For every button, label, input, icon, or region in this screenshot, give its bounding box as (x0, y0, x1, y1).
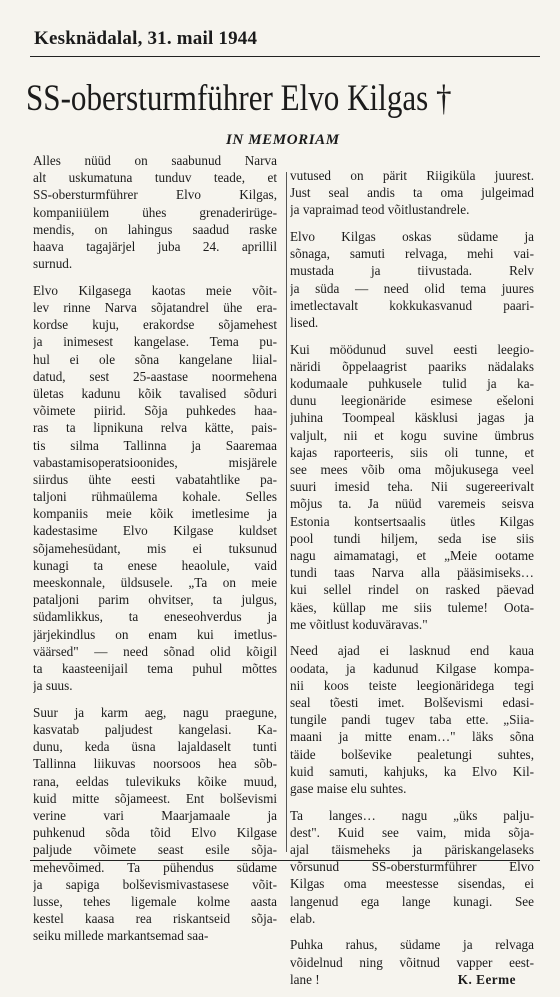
text-line: seal tõesti imet. Bolševismi edasi- (290, 694, 534, 710)
text-line: see mees võib oma mõjukusega veel (290, 462, 534, 477)
text-line: puhkenud sõda tõid Elvo Kilgase (33, 825, 277, 841)
text-line: Ta langes… nagu „üks palju- (290, 807, 534, 823)
text-line: Tallinna liikuvas noorsoos hea sõb- (33, 756, 277, 772)
text-line: näridi õppelaagrist paariks nädalaks (290, 358, 534, 374)
text-line: kasvatab paljudest kangelasi. Ka- (33, 722, 277, 737)
text-line: meeskonnale, üldsusele. „Ta on meie (33, 575, 277, 590)
text-line: ras ta lipnikuna relva kätte, pais- (33, 420, 277, 436)
text-line: SS-obersturmführer Elvo Kilgas, (33, 187, 277, 203)
text-line: ja sapiga bolševismivastasese võit- (33, 876, 277, 892)
text-line: kuid samuti, kahjuks, ka Elvo Kil- (290, 763, 534, 779)
text-line: lusse, tehes ligemale kolme aasta (33, 893, 277, 909)
text-line: väärsed" — need sõnad olid kõigil (33, 643, 277, 659)
paragraph (290, 642, 534, 797)
text-line: lised. (290, 315, 319, 330)
paragraph (290, 341, 534, 633)
text-line: kadestasime Elvo Kilgase kuldset (33, 523, 277, 539)
text-line: kuid mitte sõjameest. Ent bolševismi (33, 790, 277, 806)
bottom-rule (30, 860, 540, 861)
text-line: ja süda — need olid tema juures (290, 280, 534, 296)
text-line: võidelnud ning võitnud vapper eest- (290, 954, 534, 970)
paragraph (290, 167, 534, 219)
text-line: ületas kadunu kõik tavalised sõduri (33, 385, 277, 401)
paragraph (290, 807, 534, 927)
text-line: kompaniiülem ühes grenaderirüge- (33, 204, 277, 220)
paragraph (33, 282, 277, 695)
text-line: kajas raporteeris, siis oli tunne, et (290, 444, 534, 460)
text-line: kompaniis meie kõik imetlesime ja (33, 506, 277, 522)
text-line: kunagi ta enese heaolule, vaid (33, 557, 277, 573)
text-line: Puhka rahus, südame ja relvaga (290, 937, 534, 953)
text-line: tungile pandi tugev taba ette. „Siia- (290, 712, 534, 728)
text-line: hul ei ole sõna kangelane liial- (33, 351, 277, 367)
text-line: siirdus ühte eesti vabatahtlike pa- (33, 471, 277, 487)
text-line: sõnaga, samuti relvaga, mehi vai- (290, 246, 534, 262)
text-line: datud, sest 25-aastase noormehena (33, 368, 277, 384)
text-line: pool tundi hiljem, seda ise siis (290, 530, 534, 546)
text-line: alt uskumatuna tunduv teade, et (33, 170, 277, 186)
text-line: ta kaasteenijail tema puhul mõttes (33, 660, 277, 676)
author-signature: K. Eerme (457, 971, 516, 987)
text-line: Estonia kontsertsaalis ütles Kilgas (290, 513, 534, 529)
text-line: tundi taas Narva alla pääsimiseks… (290, 565, 534, 581)
text-line: Elvo Kilgasega kaotas meie võit- (33, 282, 277, 298)
column-divider (286, 172, 287, 852)
text-line: rana, eeldas tulevikuks kõike muud, (33, 773, 277, 789)
text-line: mendis, on lahingus saadud raske (33, 221, 277, 237)
text-line: dunu leegionäride esimese ešeloni (290, 393, 534, 409)
text-line-content: lane ! (290, 971, 320, 987)
paragraph (290, 936, 534, 988)
text-line: surnud. (33, 256, 73, 272)
text-line: paljude võimete seast esile sõja- (33, 842, 277, 858)
paragraph (33, 704, 277, 945)
paragraph (33, 152, 277, 272)
headline: SS-obersturmführer Elvo Kilgas † (26, 78, 452, 119)
text-line: lev rinne Narva sõjatandrel ühe era- (33, 300, 277, 315)
text-line: oodata, ja kadunud Kilgase kompa- (290, 660, 534, 676)
text-line: gase maise elu suhtes. (290, 780, 407, 796)
text-line: ja inimesest kangelase. Tema pu- (33, 334, 277, 350)
text-line: mõjus ta. Ja nüüd varemeis seisva (290, 496, 534, 512)
text-line: tis silma Tallinna ja Saaremaa (33, 437, 277, 453)
text-line: maani ja mitte enam…" läks sõna (290, 729, 534, 745)
text-line: sõjamehesüdant, mis ei tuksunud (33, 540, 277, 556)
text-line: südamlikkus, ta eneseohverdus ja (33, 609, 277, 625)
paragraph (290, 228, 534, 331)
text-line: langenud ega lange kunagi. See (290, 893, 534, 909)
text-line: me võitlust koduväravas." (290, 616, 428, 632)
text-line: võrsunud SS-obersturmführer Elvo (290, 859, 534, 875)
text-line: Need ajad ei lasknud end kaua (290, 643, 534, 659)
text-line: Kilgas oma meestesse sisendas, ei (290, 876, 534, 892)
text-line: taljoni rühmaülema kohale. Selles (33, 489, 277, 505)
top-rule (30, 56, 540, 57)
text-line: vutused on pärit Riigiküla juurest. (290, 168, 534, 183)
text-line: haava tagajärjel juba 24. aprillil (33, 238, 277, 254)
text-line: ja vapraimad teod võitlustandrele. (290, 202, 470, 218)
text-line: kui sellel rindel on rasked päevad (290, 582, 534, 598)
text-line: pataljoni parim ohvitser, ta julgus, (33, 592, 277, 608)
text-line (290, 971, 534, 988)
left-column (33, 152, 277, 954)
text-line: mehevõimed. Ta pühendus südame (33, 859, 277, 875)
text-line: käes, küllap me siis tuleme! Oota- (290, 599, 534, 615)
text-line: seiku millede markantsemad saa- (33, 928, 209, 944)
text-line: ajal täismeheks ja päriskangelaseks (290, 841, 534, 857)
text-line: täide bolševike pealetungi suhtes, (290, 746, 534, 762)
text-line: võimete piirid. Sõja puhkedes haa- (33, 403, 277, 419)
text-line: dunu, keda üsna lajaldaselt tunti (33, 739, 277, 755)
text-line: mustada ja tiivustada. Relv (290, 263, 534, 279)
text-line: valjult, nii et kogu suvine ümbrus (290, 427, 534, 443)
text-line: suuri imesid teha. Nii sugereerivalt (290, 479, 534, 495)
text-line: juhina Toompeal käsklusi jagas ja (290, 410, 534, 426)
dateline: Kesknädalal, 31. mail 1944 (34, 28, 258, 49)
text-line: nagu aimamatagi, et „Meie ootame (290, 547, 534, 563)
text-line: kodumaale puhkusele tulid ja ka- (290, 376, 534, 392)
text-line: kestel kaasa rea riskantseid sõja- (33, 911, 277, 927)
text-line: kordse kuju, erakordse sõjamehest (33, 317, 277, 333)
text-line: Suur ja karm aeg, nagu praegune, (33, 704, 277, 720)
text-line: imetlectavalt kokkukasvanud paari- (290, 297, 534, 313)
text-line: dest". Kuid see vaim, mida sõja- (290, 824, 534, 840)
text-line: verine vari Maarjamaale ja (33, 807, 277, 823)
text-line: Just seal andis ta oma julgeimad (290, 185, 534, 201)
text-line: Elvo Kilgas oskas südame ja (290, 229, 534, 245)
text-line: ja suus. (33, 678, 73, 694)
text-line: vabastamisoperatsioonides, misjärele (33, 454, 277, 470)
text-line: nii koos teiste leegionäridega tegi (290, 677, 534, 693)
text-line: järjekindlus on enam kui imetlus- (33, 626, 277, 642)
subtitle: IN MEMORIAM (226, 132, 340, 148)
text-line: Kui möödunud suvel eesti leegio- (290, 341, 534, 357)
text-line: Alles nüüd on saabunud Narva (33, 153, 277, 168)
right-column (290, 167, 534, 997)
text-line: elab. (290, 910, 316, 926)
